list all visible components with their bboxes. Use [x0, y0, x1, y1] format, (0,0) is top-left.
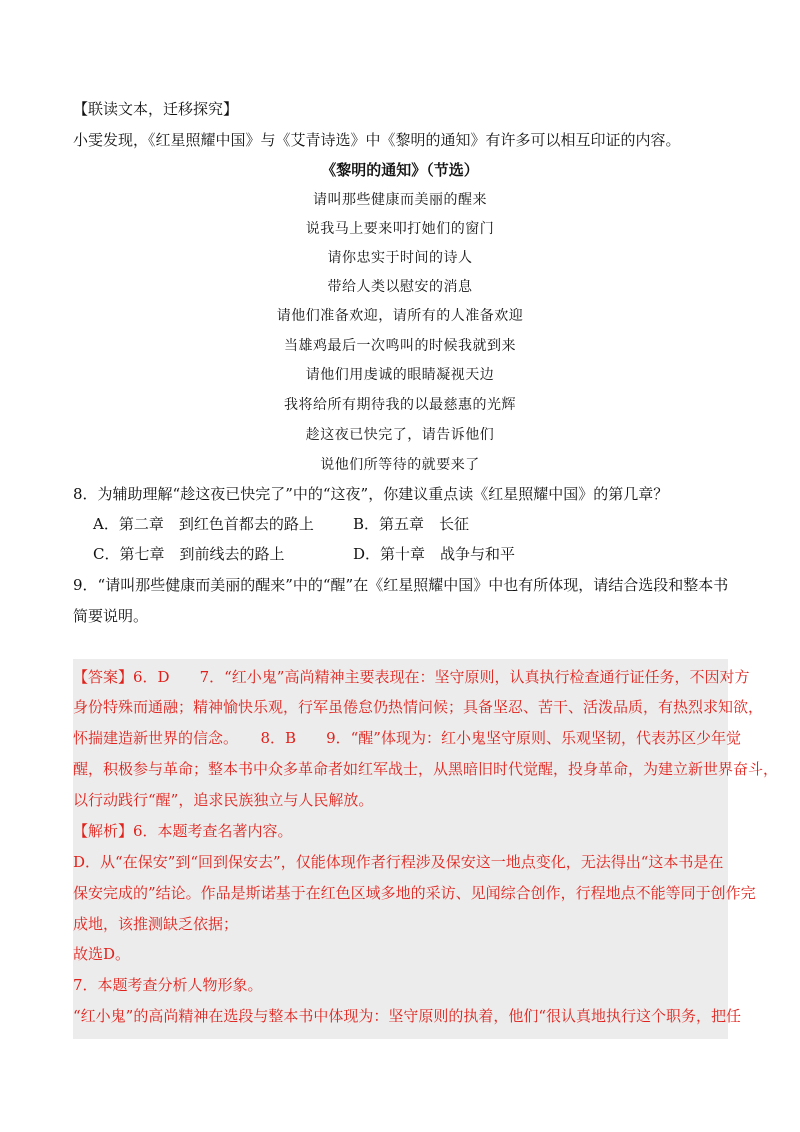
poem-line: 说他们所等待的就要来了	[320, 457, 480, 473]
answer-line: 7．本题考查分析人物形象。	[73, 976, 263, 994]
answer-line: 以行动践行“醒”，追求民族独立与人民解放。	[73, 791, 374, 809]
poem-title: 《黎明的通知》（节选）	[321, 161, 479, 179]
poem-line: 请他们准备欢迎，请所有的人准备欢迎	[276, 308, 524, 324]
answer-line: 醒，积极参与革命；整本书中众多革命者如红军战士，从黑暗旧时代觉醒，投身革命，为建立新世界奋斗，	[73, 760, 779, 778]
q8-option-d: D．第十章 战争与和平	[353, 545, 516, 563]
answer-line: 保安完成的”结论。作品是斯诺基于在红色区域多地的采访、见闻综合创作，行程地点不能等同于创作完	[73, 884, 756, 902]
answer-line: 成地，该推测缺乏依据；	[73, 915, 239, 933]
poem-line: 我将给所有期待我的以最慈惠的光辉	[284, 397, 516, 413]
answer-line: “红小鬼”的高尚精神在选段与整本书中体现为：坚守原则的执着，他们“很认真地执行这个职务，把任	[73, 1007, 742, 1025]
q8-option-a: A．第二章 到红色首都去的路上	[93, 515, 314, 533]
answer-panel	[73, 659, 779, 1039]
poem-line: 趁这夜已快完了，请告诉他们	[305, 427, 495, 443]
poem-line: 说我马上要来叩打她们的窗门	[305, 221, 495, 237]
question-9-line-1: 9．“请叫那些健康而美丽的醒来”中的“醒”在《红星照耀中国》中也有所体现，请结合选段和整本书	[73, 576, 729, 594]
section-title: 【联读文本，迁移探究】	[73, 100, 239, 118]
intro-paragraph: 小雯发现，《红星照耀中国》与《艾青诗选》中《黎明的通知》有许多可以相互印证的内容。	[73, 131, 681, 149]
answer-line: 【答案】6．D 7．“红小鬼”高尚精神主要表现在：坚守原则，认真执行检查通行证任务，不因对方	[73, 668, 750, 686]
q8-option-b: B．第五章 长征	[353, 515, 470, 533]
question-8-stem: 8．为辅助理解“趁这夜已快完了”中的“这夜”，你建议重点读《红星照耀中国》的第几章？	[73, 485, 669, 503]
answer-line: 身份特殊而通融；精神愉快乐观，行军虽倦怠仍热情问候；具备坚忍、苦干、活泼品质，有热烈求知欲，	[73, 698, 764, 716]
poem-line: 当雄鸡最后一次鸣叫的时候我就到来	[284, 338, 516, 354]
answer-line: 怀揣建造新世界的信念。 8．B 9．“醒”体现为：红小鬼坚守原则、乐观坚韧，代表苏区少年觉	[73, 729, 741, 747]
answer-line: 故选D。	[73, 945, 131, 963]
analysis-heading: 【解析】6．本题考查名著内容。	[73, 822, 293, 840]
poem-line: 请他们用虔诚的眼睛凝视天边	[305, 367, 495, 383]
answer-line: D．从“在保安”到“回到保安去”，仅能体现作者行程涉及保安这一地点变化，无法得出“这本书是在	[73, 853, 724, 871]
poem-line: 请你忠实于时间的诗人	[327, 250, 473, 266]
q8-option-c: C．第七章 到前线去的路上	[93, 545, 285, 563]
question-9-line-2: 简要说明。	[73, 607, 149, 625]
poem-line: 请叫那些健康而美丽的醒来	[313, 192, 487, 208]
poem-line: 带给人类以慰安的消息	[327, 279, 473, 295]
